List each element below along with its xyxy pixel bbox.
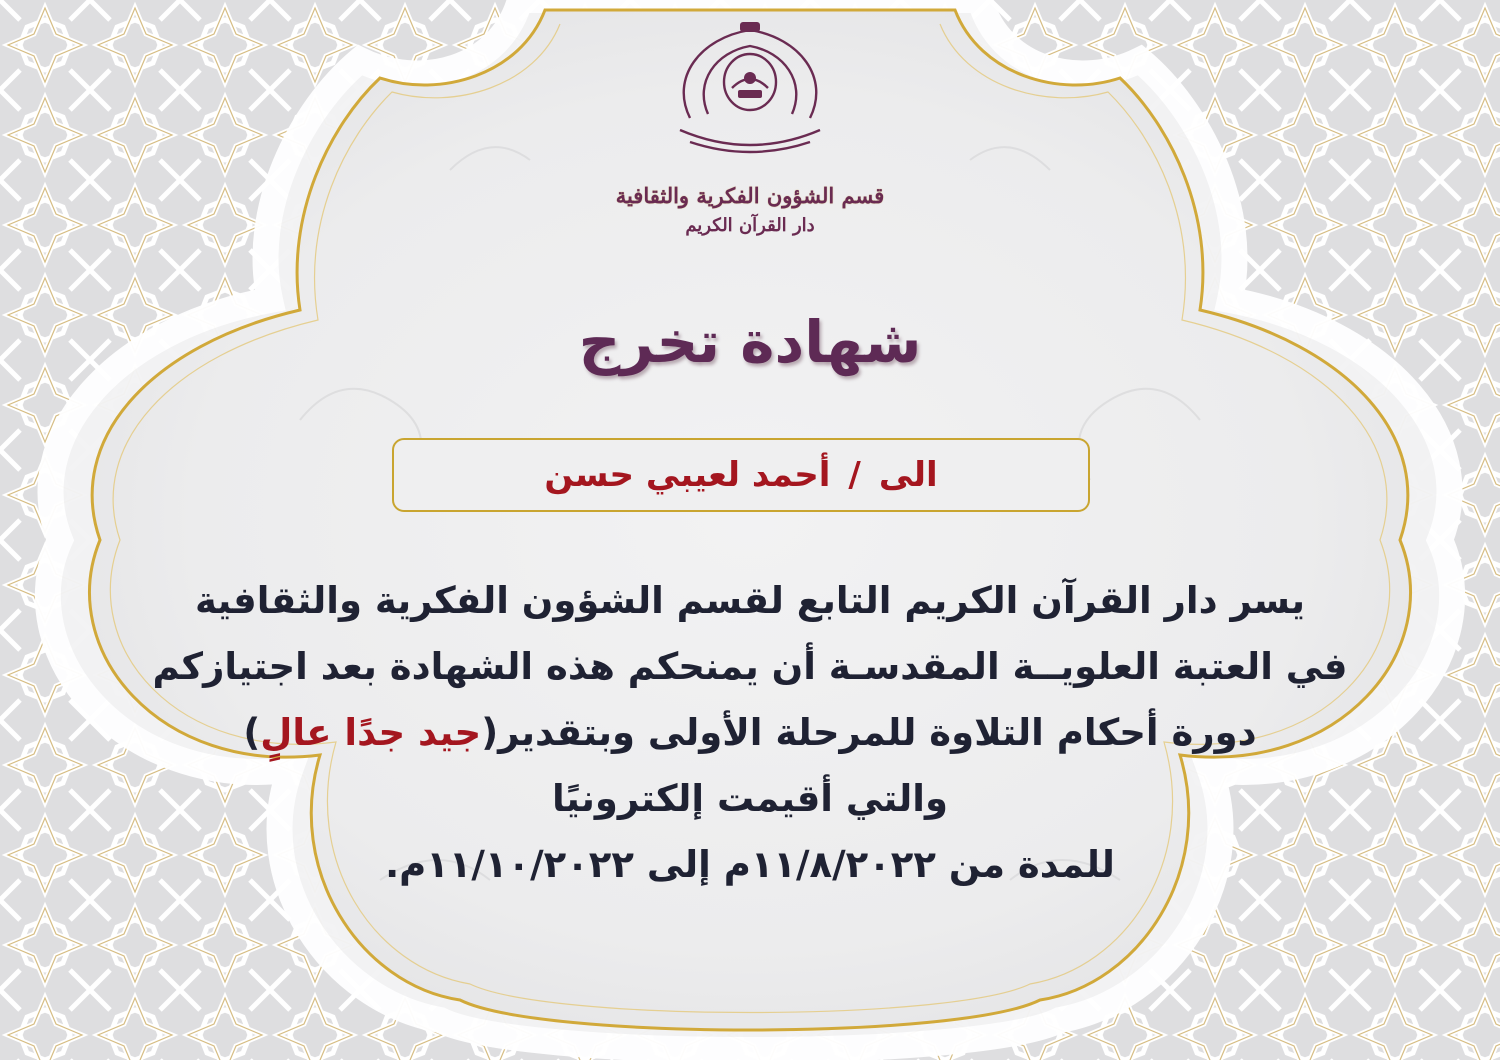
body-line-2: في العتبة العلويــة المقدسـة أن يمنحكم هذه الشهادة بعد اجتيازكم [152, 645, 1348, 688]
body-line-3 [150, 700, 1350, 766]
recipient-separator: / [848, 455, 861, 495]
shrine-seal-logo [660, 18, 840, 158]
sub-department-name: دار القرآن الكريم [685, 215, 815, 236]
grade-text: جيد جدًا عالٍ [260, 711, 482, 754]
grade-close-paren: ) [243, 711, 261, 754]
body-line-1: يسر دار القرآن الكريم التابع لقسم الشؤون الفكرية والثقافية [194, 579, 1306, 622]
body-line-5: للمدة من ١١/٨/٢٠٢٢م إلى ١١/١٠/٢٠٢٢م. [385, 843, 1115, 886]
recipient-box [392, 438, 1090, 512]
course-text: دورة أحكام التلاوة للمرحلة الأولى وبتقدير( [481, 711, 1257, 754]
recipient-prefix: الى [878, 455, 938, 495]
body-line-4: والتي أقيمت إلكترونيًا [552, 777, 948, 820]
certificate-body [150, 568, 1350, 898]
recipient-name: أحمد لعيبي حسن [544, 455, 831, 495]
department-name: قسم الشؤون الفكرية والثقافية [615, 183, 885, 208]
certificate-title: شهادة تخرج [578, 308, 922, 376]
department-header [560, 180, 940, 240]
